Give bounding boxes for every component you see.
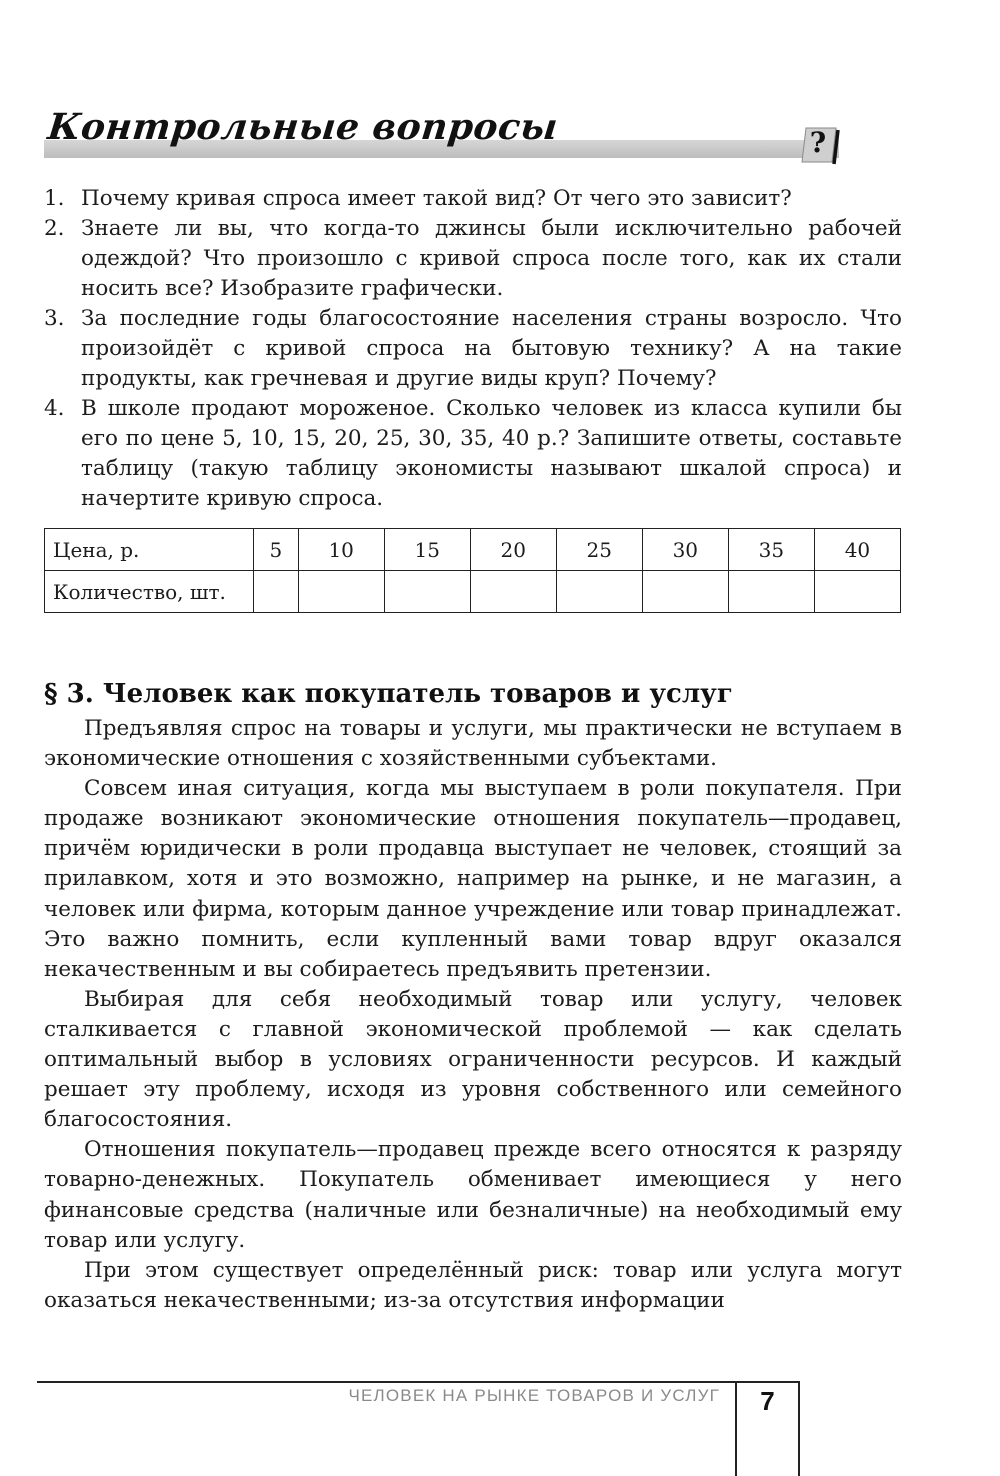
price-cell: 25 [556, 529, 642, 571]
price-cell: 30 [642, 529, 728, 571]
question-text: Знаете ли вы, что когда-то джинсы были исключительно рабочей одеждой? Что произошло с кривой спроса после того, как их стали носить все? Изобразите графически. [81, 216, 902, 301]
price-row [45, 529, 901, 571]
question-item [44, 304, 902, 394]
quantity-cell [814, 571, 900, 613]
question-number: 3. [44, 306, 65, 331]
question-list [44, 184, 902, 514]
quantity-cell [642, 571, 728, 613]
question-item [44, 184, 902, 214]
paragraph: Выбирая для себя необходимый товар или услугу, человек сталкивается с главной экономической проблемой — как сделать оптимальный выбор в условиях ограниченности ресурсов. И каждый решает эту проблему, исходя из уровня собственного или семейного благосостояния. [44, 986, 902, 1133]
quantity-cell [728, 571, 814, 613]
paragraph: Совсем иная ситуация, когда мы выступаем в роли покупателя. При продаже возникают экономические отношения покупатель—продавец, причём юридически в роли продавца выступает не человек, стоящий за прилавком, хотя и это возможно, например на рынке, и не магазин, а человек или фирма, которым данное учреждение или товар принадлежат. Это важно помнить, если купленный вами товар вдруг оказался некачественным и вы собираетесь предъявить претензии. [44, 776, 902, 982]
price-cell: 5 [254, 529, 299, 571]
quantity-cell [470, 571, 556, 613]
question-text: За последние годы благосостояние населения страны возросло. Что произойдёт с кривой спроса на бытовую технику? А на такие продукты, как гречневая и другие виды круп? Почему? [81, 306, 902, 391]
footer-rule [37, 1381, 800, 1383]
quantity-cell [556, 571, 642, 613]
quantity-cell [254, 571, 299, 613]
price-cell: 40 [814, 529, 900, 571]
question-item [44, 214, 902, 304]
paragraph: Отношения покупатель—продавец прежде всего относятся к разряду товарно-денежных. Покупатель обменивает имеющиеся у него финансовые средства (наличные или безналичные) на необходимый ему товар или услугу. [44, 1137, 902, 1253]
section-title: § 3. Человек как покупатель товаров и услуг [44, 679, 733, 709]
question-number: 2. [44, 216, 65, 241]
quantity-label-cell: Количество, шт. [45, 571, 254, 613]
quantity-cell [298, 571, 384, 613]
demand-schedule-table [44, 528, 901, 613]
question-item [44, 394, 902, 514]
price-cell: 15 [384, 529, 470, 571]
price-cell: 20 [470, 529, 556, 571]
quantity-row [45, 571, 901, 613]
paragraph: Предъявляя спрос на товары и услуги, мы практически не вступаем в экономические отношения с хозяйственными субъектами. [44, 716, 902, 772]
quantity-cell [384, 571, 470, 613]
running-head: ЧЕЛОВЕК НА РЫНКЕ ТОВАРОВ И УСЛУГ [348, 1386, 720, 1405]
paragraph: При этом существует определённый риск: товар или услуга могут оказаться некачественными; из-за отсутствия информации [44, 1257, 902, 1313]
question-number: 4. [44, 396, 65, 421]
price-cell: 10 [298, 529, 384, 571]
section-body [44, 714, 902, 1316]
price-cell: 35 [728, 529, 814, 571]
control-questions-title: Контрольные вопросы [45, 106, 560, 148]
price-label-cell: Цена, р. [45, 529, 254, 571]
page-number: 7 [760, 1386, 775, 1416]
question-number: 1. [44, 186, 65, 211]
question-mark-icon [800, 124, 844, 164]
question-mark-glyph: ? [809, 126, 827, 159]
question-text: В школе продают мороженое. Сколько человек из класса купили бы его по цене 5, 10, 15, 20, 25, 30, 35, 40 р.? Запишите ответы, составьте таблицу (такую таблицу экономисты называют шкалой спроса) и начертите кривую спроса. [81, 396, 902, 511]
question-text: Почему кривая спроса имеет такой вид? От чего это зависит? [81, 186, 792, 211]
control-questions-header [44, 104, 844, 164]
footer-divider [798, 1381, 800, 1476]
